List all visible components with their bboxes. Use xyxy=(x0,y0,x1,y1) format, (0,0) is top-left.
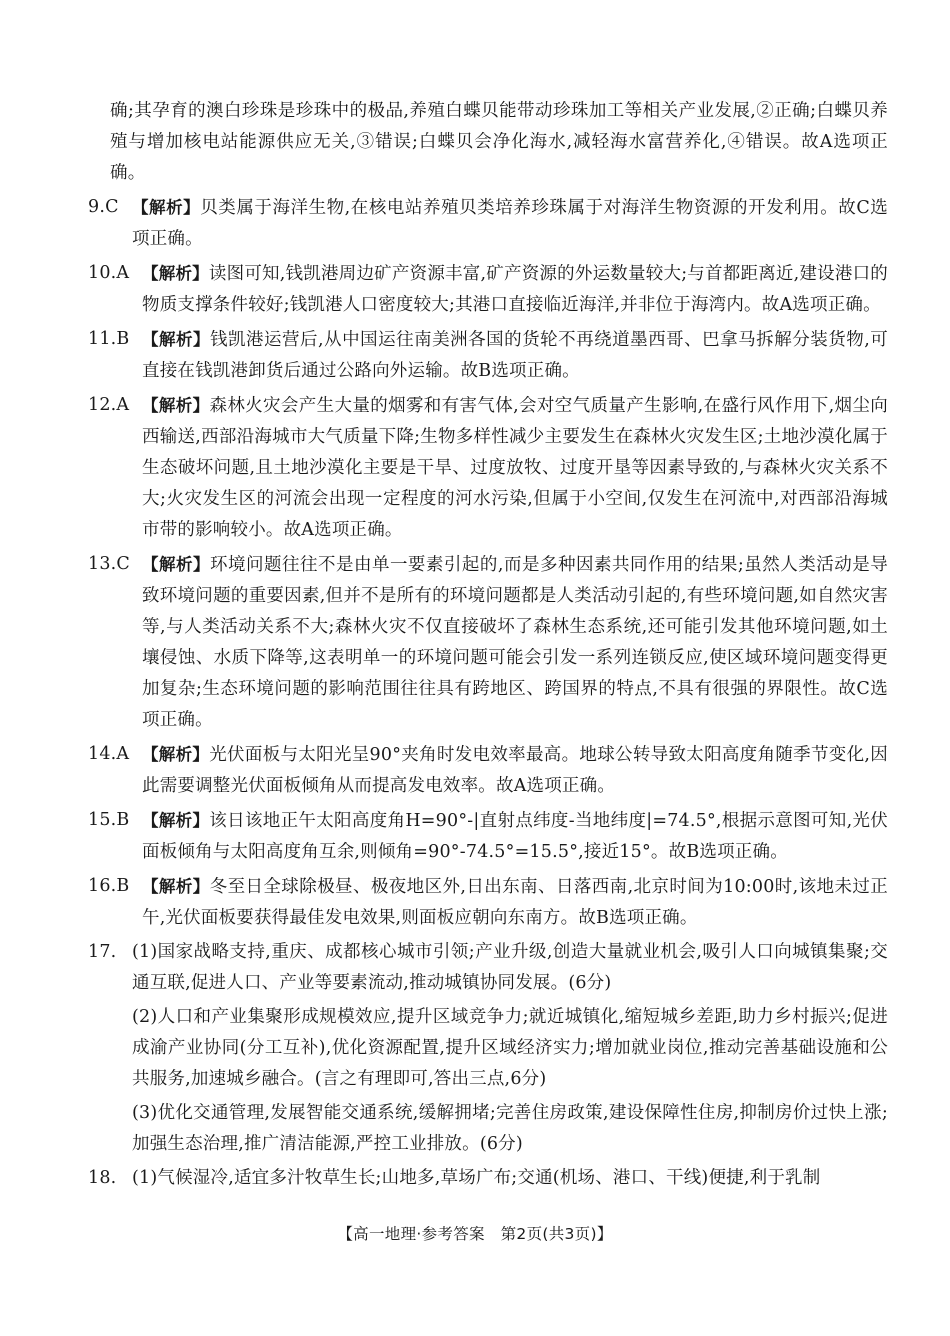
answer-text: 读图可知,钱凯港周边矿产资源丰富,矿产资源的外运数量较大;与首都距离近,建设港口的物质支撑条件较好;钱凯港人口密度较大;其港口直接临近海洋,并非位于海湾内。故A选项正确。 xyxy=(142,264,888,315)
answer-number: 10.A xyxy=(88,263,130,283)
answer-number: 13.C xyxy=(88,554,131,574)
analysis-tag: 【解析】 xyxy=(142,330,211,349)
answer-item-12 xyxy=(88,390,888,546)
analysis-tag: 【解析】 xyxy=(142,264,209,283)
analysis-tag: 【解析】 xyxy=(142,745,210,764)
answer-item-15 xyxy=(88,805,888,868)
answer-number: 15.B xyxy=(88,810,130,830)
answer-item-18 xyxy=(88,1163,888,1194)
answer-subpart: (3)优化交通管理,发展智能交通系统,缓解拥堵;完善住房政策,建设保障性住房,抑制房价过快上涨;加强生态治理,推广清洁能源,严控工业排放。(6分) xyxy=(132,1103,888,1154)
analysis-tag: 【解析】 xyxy=(142,811,210,830)
answer-item-16 xyxy=(88,871,888,934)
analysis-tag: 【解析】 xyxy=(132,198,201,217)
answer-number: 17. xyxy=(88,942,117,962)
answer-item-17 xyxy=(88,937,888,999)
answer-item-9 xyxy=(88,192,888,255)
answer-text: 光伏面板与太阳光呈90°夹角时发电效率最高。地球公转导致太阳高度角随季节变化,因此需要调整光伏面板倾角从而提高发电效率。故A选项正确。 xyxy=(142,745,888,796)
answer-number: 14.A xyxy=(88,744,130,764)
answer-text: 该日该地正午太阳高度角H=90°-|直射点纬度-当地纬度|=74.5°,根据示意图可知,光伏面板倾角与太阳高度角互余,则倾角=90°-74.5°=15.5°,接近15°。故B选项正确。 xyxy=(142,811,888,862)
answer-subpart: (2)人口和产业集聚形成规模效应,提升区域竞争力;就近城镇化,缩短城乡差距,助力乡村振兴;促进成渝产业协同(分工互补),优化资源配置,提升区域经济实力;增加就业岗位,推动完善基础设施和公共服务,加速城乡融合。(言之有理即可,答出三点,6分) xyxy=(132,1007,888,1089)
answer-text: 钱凯港运营后,从中国运往南美洲各国的货轮不再绕道墨西哥、巴拿马拆解分装货物,可直接在钱凯港卸货后通过公路向外运输。故B选项正确。 xyxy=(142,330,888,381)
answer-number: 12.A xyxy=(88,395,130,415)
answer-number: 9.C xyxy=(88,197,119,217)
analysis-tag: 【解析】 xyxy=(142,555,210,574)
answer-text: (1)国家战略支持,重庆、成都核心城市引领;产业升级,创造大量就业机会,吸引人口向城镇集聚;交通互联,促进人口、产业等要素流动,推动城镇协同发展。(6分) xyxy=(132,942,888,993)
answer-text: 冬至日全球除极昼、极夜地区外,日出东南、日落西南,北京时间为10:00时,该地未过正午,光伏面板要获得最佳发电效果,则面板应朝向东南方。故B选项正确。 xyxy=(142,877,888,928)
answer-text: 森林火灾会产生大量的烟雾和有害气体,会对空气质量产生影响,在盛行风作用下,烟尘向西输送,西部沿海城市大气质量下降;生物多样性减少主要发生在森林火灾发生区;土地沙漠化属于生态破坏问题,且土地沙漠化主要是干旱、过度放牧、过度开垦等因素导致的,与森林火灾关系不大;火灾发生区的河流会出现一定程度的河水污染,但属于小空间,仅发生在河流中,对西部沿海城市带的影响较小。故A选项正确。 xyxy=(142,396,888,540)
analysis-tag: 【解析】 xyxy=(142,396,210,415)
analysis-tag: 【解析】 xyxy=(142,877,210,896)
answer-text: 环境问题往往不是由单一要素引起的,而是多种因素共同作用的结果;虽然人类活动是导致环境问题的重要因素,但并不是所有的环境问题都是人类活动引起的,有些环境问题,如自然灾害等,与人类活动关系不大;森林火灾不仅直接破坏了森林生态系统,还可能引发其他环境问题,如土壤侵蚀、水质下降等,这表明单一的环境问题可能会引发一系列连锁反应,使区域环境问题变得更加复杂;生态环境问题的影响范围往往具有跨地区、跨国界的特点,不具有很强的界限性。故C选项正确。 xyxy=(142,555,888,730)
answer-item-10 xyxy=(88,258,888,321)
answer-item-13 xyxy=(88,549,888,736)
page-footer: 【高一地理·参考答案 第2页(共3页)】 xyxy=(337,1225,613,1243)
continuation-paragraph: 确;其孕育的澳白珍珠是珍珠中的极品,养殖白蝶贝能带动珍珠加工等相关产业发展,②正确;白蝶贝养殖与增加核电站能源供应无关,③错误;白蝶贝会净化海水,减轻海水富营养化,④错误。故A选项正确。 xyxy=(110,101,888,183)
answer-number: 18. xyxy=(88,1168,117,1188)
answer-number: 11.B xyxy=(88,329,130,349)
answer-text: 贝类属于海洋生物,在核电站养殖贝类培养珍珠属于对海洋生物资源的开发利用。故C选项正确。 xyxy=(132,198,888,249)
answer-item-14 xyxy=(88,739,888,802)
answer-number: 16.B xyxy=(88,876,130,896)
answer-content xyxy=(88,96,888,1194)
answer-text: (1)气候湿冷,适宜多汁牧草生长;山地多,草场广布;交通(机场、港口、干线)便捷,利于乳制 xyxy=(132,1168,821,1188)
answer-item-11 xyxy=(88,324,888,387)
